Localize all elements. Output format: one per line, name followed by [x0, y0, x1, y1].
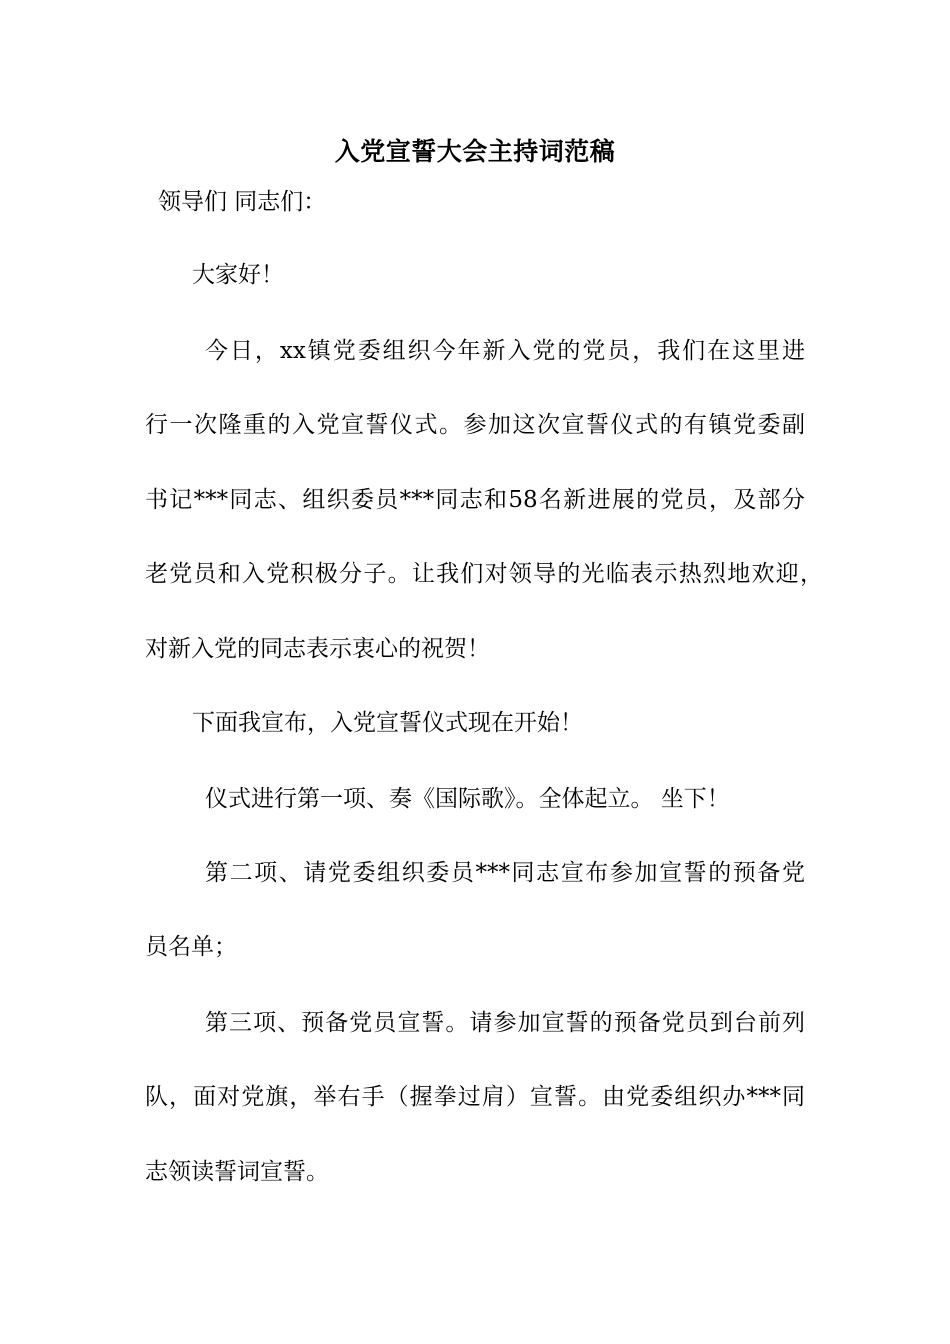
greeting-line: 大家好！ — [192, 262, 284, 288]
salutation-line: 领导们 同志们： — [158, 189, 327, 215]
item-3-line-2: 队，面对党旗，举右手（握拳过肩）宣誓。由党委组织办***同 — [145, 1084, 805, 1110]
item-3-line-1: 第三项、预备党员宣誓。请参加宣誓的预备党员到台前列 — [205, 1010, 805, 1036]
item-2-line-1: 第二项、请党委组织委员***同志宣布参加宣誓的预备党 — [205, 860, 805, 886]
document-title: 入党宣誓大会主持词范稿 — [334, 137, 616, 166]
paragraph-1-line-5: 对新入党的同志表示衷心的祝贺！ — [145, 636, 490, 662]
paragraph-1-line-4: 老党员和入党积极分子。让我们对领导的光临表示热烈地欢迎， — [145, 561, 823, 587]
paragraph-1-line-2: 行一次隆重的入党宣誓仪式。参加这次宣誓仪式的有镇党委副 — [145, 412, 805, 438]
item-3-line-3: 志领读誓词宣誓。 — [145, 1159, 329, 1185]
item-1-line: 仪式进行第一项、奏《国际歌》。全体起立。 坐下！ — [205, 786, 730, 812]
paragraph-1-line-3: 书记***同志、组织委员***同志和58名新进展的党员，及部分 — [145, 487, 805, 513]
item-2-line-2: 员名单； — [145, 934, 237, 960]
paragraph-1-line-1: 今日，xx镇党委组织今年新入党的党员，我们在这里进 — [205, 338, 805, 364]
announcement-line: 下面我宣布，入党宣誓仪式现在开始！ — [192, 710, 583, 736]
